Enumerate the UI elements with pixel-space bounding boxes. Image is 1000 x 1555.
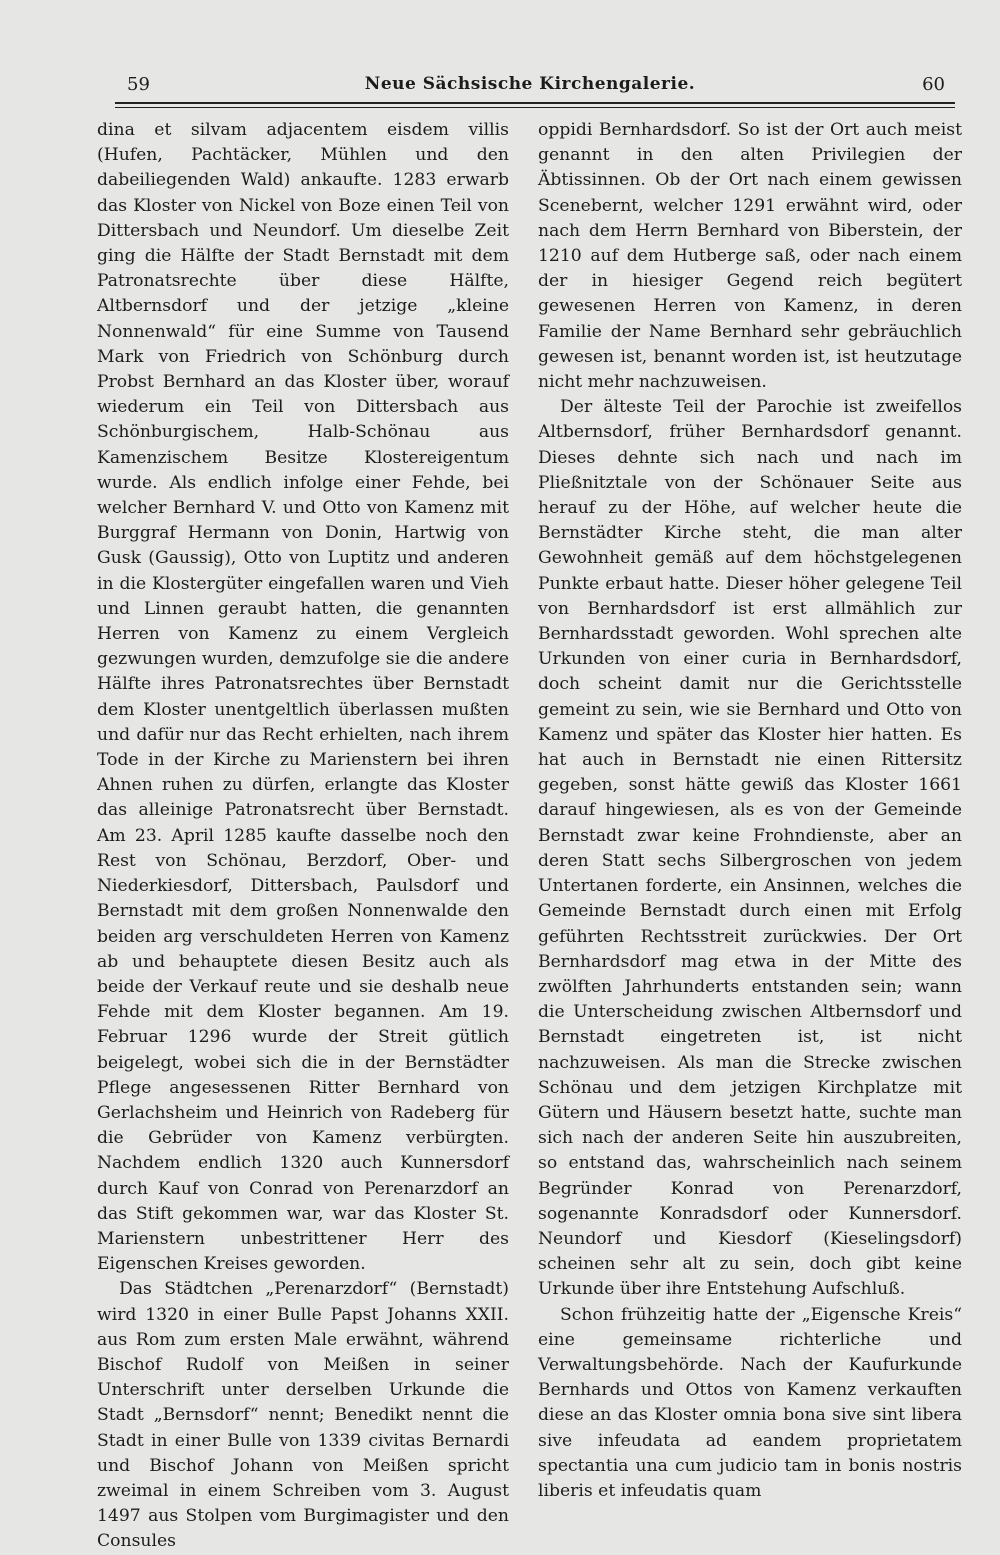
paragraph: dina et silvam adjacentem eisdem villis (Hufen, Pachtäcker, Mühlen und den dabeiliegenden Wald) ankaufte. 1283 erwarb das Kloster von Nickel von Boze einen Teil von Dittersbach und Neundorf. Um dieselbe Zeit ging die Hälfte der Stadt Bernstadt mit dem Patronatsrechte über diese Hälfte, Altbernsdorf und der jetzige „kleine Nonnenwald“ für eine Summe von Tausend Mark von Friedrich von Schönburg durch Probst Bernhard an das Kloster über, worauf wiederum ein Teil von Dittersbach aus Schönburgischem, Halb-Schönau aus Kamenzischem Besitze Klostereigentum wurde. Als endlich infolge einer Fehde, bei welcher Bernhard V. und Otto von Kamenz mit Burggraf Hermann von Donin, Hartwig von Gusk (Gaussig), Otto von Luptitz und anderen in die Klostergüter eingefallen waren und Vieh und Linnen geraubt hatten, die genannten Herren von Kamenz zu einem Vergleich gezwungen wurden, demzufolge sie die andere Hälfte ihres Patronatsrechtes über Bernstadt dem Kloster unentgeltlich überlassen mußten und dafür nur das Recht erhielten, nach ihrem Tode in der Kirche zu Marienstern bei ihren Ahnen ruhen zu dürfen, erlangte das Kloster das alleinige Patronatsrecht über Bernstadt. Am 23. April 1285 kaufte dasselbe noch den Rest von Schönau, Berzdorf, Ober- und Niederkiesdorf, Dittersbach, Paulsdorf und Bernstadt mit dem großen Nonnenwalde den beiden arg verschuldeten Herren von Kamenz ab und behauptete diesen Besitz auch als beide der Verkauf reute und sie deshalb neue Fehde mit dem Kloster begannen. Am 19. Februar 1296 wurde der Streit gütlich beigelegt, wobei sich die in der Bernstädter Pflege angesessenen Ritter Bernhard von Gerlachsheim und Heinrich von Radeberg für die Gebrüder von Kamenz verbürgten. Nachdem endlich 1320 auch Kunnersdorf durch Kauf von Conrad von Perenarzdorf an das Stift gekommen war, war das Kloster St. Marienstern unbestrittener Herr des Eigenschen Kreises geworden. <box>97 120 509 1275</box>
paragraph: oppidi Bernhardsdorf. So ist der Ort auch meist genannt in den alten Privilegien der Äbtissinnen. Ob der Ort nach einem gewissen Scenebernt, welcher 1291 erwähnt wird, oder nach dem Herrn Bernhard von Biberstein, der 1210 auf dem Hutberge saß, oder nach einem der in hiesiger Gegend reich begütert gewesenen Herren von Kamenz, in deren Familie der Name Bernhard sehr gebräuchlich gewesen ist, benannt worden ist, ist heutzutage nicht mehr nachzuweisen. <box>538 120 962 393</box>
left-page-number: 59 <box>127 74 150 95</box>
paragraph: Das Städtchen „Perenarzdorf“ (Bernstadt) wird 1320 in einer Bulle Papst Johanns XXII. aus Rom zum ersten Male erwähnt, während Bischof Rudolf von Meißen in seiner Unterschrift unter derselben Urkunde die Stadt „Bernsdorf“ nennt; Benedikt nennt die Stadt in einer Bulle von 1339 civitas Bernardi und Bischof Johann von Meißen spricht zweimal in einem Schreiben vom 3. August 1497 aus Stolpen vom Burgimagister und den Consules <box>97 1279 509 1552</box>
right-page-number: 60 <box>922 74 945 95</box>
running-title: Neue Sächsische Kirchengalerie. <box>364 74 696 94</box>
paragraph: Der älteste Teil der Parochie ist zweifellos Altbernsdorf, früher Bernhardsdorf genannt. Dieses dehnte sich nach und nach im Pließnitztale von der Schönauer Seite aus herauf zu der Höhe, auf welcher heute die Bernstädter Kirche steht, die man alter Gewohnheit gemäß auf dem höchstgelegenen Punkte erbaut hatte. Dieser höher gelegene Teil von Bernhardsdorf ist erst allmählich zur Bernhardsstadt geworden. Wohl sprechen alte Urkunden von einer curia in Bernhardsdorf, doch scheint damit nur die Gerichtsstelle gemeint zu sein, wie sie Bernhard und Otto von Kamenz und später das Kloster hier hatten. Es hat auch in Bernstadt nie einen Rittersitz gegeben, sonst hätte gewiß das Kloster 1661 darauf hingewiesen, als es von der Gemeinde Bernstadt zwar keine Frohndienste, aber an deren Statt sechs Silbergroschen von jedem Untertanen forderte, ein Ansinnen, welches die Gemeinde Bernstadt durch einen mit Erfolg geführten Rechtsstreit zurückwies. Der Ort Bernhardsdorf mag etwa in der Mitte des zwölften Jahrhunderts entstanden sein; wann die Unterscheidung zwischen Altbernsdorf und Bernstadt eingetreten ist, ist nicht nachzuweisen. Als man die Strecke zwischen Schönau und dem jetzigen Kirchplatze mit Gütern und Häusern besetzt hatte, suchte man sich nach der anderen Seite hin auszubreiten, so entstand das, wahrscheinlich nach seinem Begründer Konrad von Perenarzdorf, sogenannte Konradsdorf oder Kunnersdorf. Neundorf und Kiesdorf (Kieselingsdorf) scheinen sehr alt zu sein, doch gibt keine Urkunde über ihre Entstehung Aufschluß. <box>538 397 962 1300</box>
paragraph: Schon frühzeitig hatte der „Eigensche Kreis“ eine gemeinsame richterliche und Verwaltungsbehörde. Nach der Kaufurkunde Bernhards und Ottos von Kamenz verkauften diese an das Kloster omnia bona sive sint libera sive infeudata ad eandem proprietatem spectantia una cum judicio tam in bonis nostris liberis et infeudatis quam <box>538 1304 962 1501</box>
left-column <box>97 118 509 1555</box>
page-header <box>115 72 945 100</box>
header-rule <box>115 102 955 108</box>
right-column <box>538 118 962 1504</box>
